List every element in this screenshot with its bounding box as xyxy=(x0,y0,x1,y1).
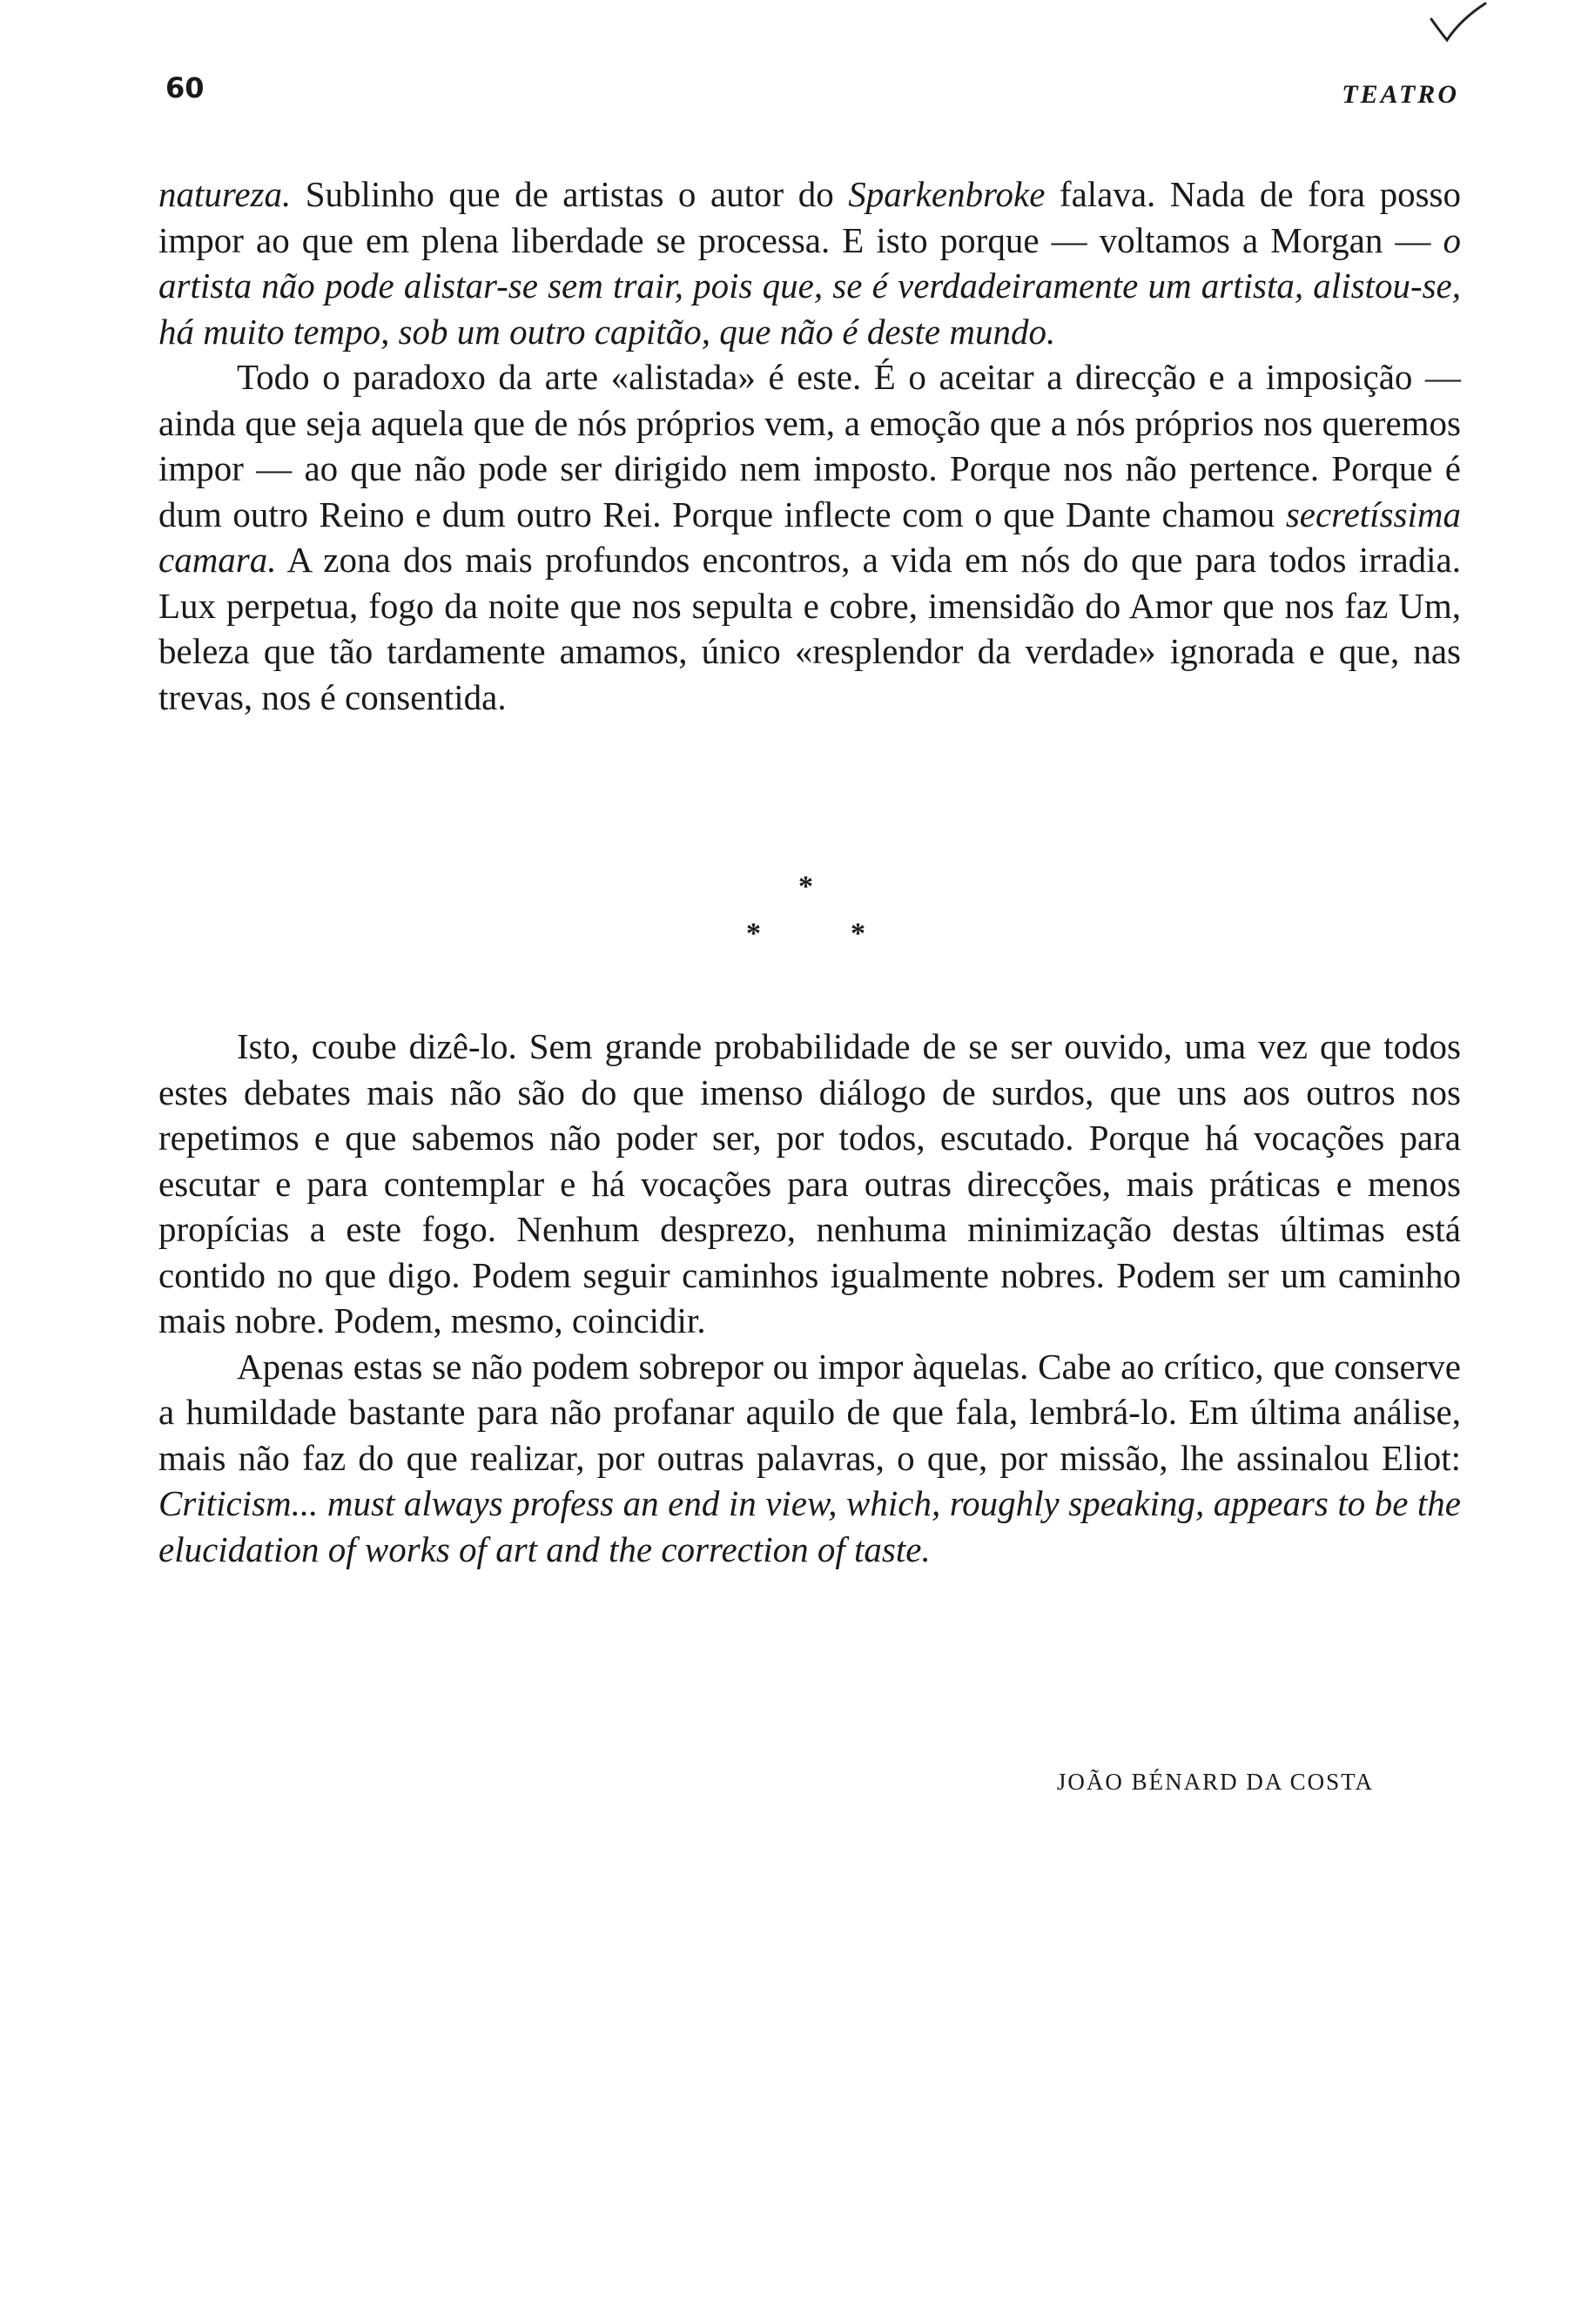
handwritten-check-mark xyxy=(1428,0,1489,48)
paragraph xyxy=(158,171,1461,354)
text-span: Apenas estas se não podem sobrepor ou impor àquelas. Cabe ao crítico, que conserve a humildade bastante para não profanar aquilo de que fala, lembrá-lo. Em última análise, mais não faz do que realizar, por outras palavras, o que, por missão, lhe assinalou Eliot: xyxy=(158,1346,1461,1478)
separator-star: * xyxy=(798,870,813,903)
separator-star: * xyxy=(851,917,865,950)
section-separator xyxy=(740,870,871,966)
text-span: Criticism... must always profess an end in view, which, roughly speaking, appears to be the elucidation of works of art and the correction of taste. xyxy=(158,1483,1461,1569)
text-span: natureza. xyxy=(158,174,292,214)
text-section-2 xyxy=(158,1024,1461,1572)
paragraph xyxy=(158,354,1461,720)
paragraph: Isto, coube dizê-lo. Sem grande probabilidade de se ser ouvido, uma vez que todos estes debates mais não são do que imenso diálogo de surdos, que uns aos outros nos repetimos e que sabemos não poder ser, por todos, escutado. Porque há vocações para escutar e para contemplar e há vocações para outras direcções, mais práticas e menos propícias a este fogo. Nenhum desprezo, nenhuma minimização destas últimas está contido no que digo. Podem seguir caminhos igualmente nobres. Podem ser um caminho mais nobre. Podem, mesmo, coincidir. xyxy=(158,1026,1461,1340)
text-span: A zona dos mais profundos encontros, a vida em nós do que para todos irradia. Lux perpetua, fogo da noite que nos sepulta e cobre, imensidão do Amor que nos faz Um, beleza que tão tardamente amamos, único «resplendor da verdade» ignorada e que, nas trevas, nos é consentida. xyxy=(158,540,1461,717)
running-head: TEATRO xyxy=(1342,80,1459,109)
paragraph xyxy=(158,1344,1461,1573)
text-span: falava. Nada de fora posso impor ao que em plena liberdade se processa. E isto porque — voltamos a Morgan — xyxy=(158,174,1461,260)
page-number: 60 xyxy=(165,71,205,104)
text-span: Todo o paradoxo da arte «alistada» é este. É o aceitar a direcção e a imposição — ainda que seja aquela que de nós próprios vem, a emoção que a nós próprios nos queremos impor — ao que não pode ser dirigido nem imposto. Porque nos não pertence. Porque é dum outro Reino e dum outro Rei. Porque inflecte com o que Dante chamou xyxy=(158,357,1461,534)
text-span: o artista não pode alistar-se sem trair, pois que, se é verdadeiramente um artista, alistou-se, há muito tempo, sob um outro capitão, que não é deste mundo. xyxy=(158,219,1461,352)
text-span: Sublinho que de artistas o autor do xyxy=(291,174,849,214)
text-span: Sparkenbroke xyxy=(848,174,1046,214)
text-section-1 xyxy=(158,171,1461,720)
author-signature: JOÃO BÉNARD DA COSTA xyxy=(1056,1769,1374,1795)
separator-star: * xyxy=(746,917,761,950)
text-span: secretíssima camara. xyxy=(158,494,1461,580)
